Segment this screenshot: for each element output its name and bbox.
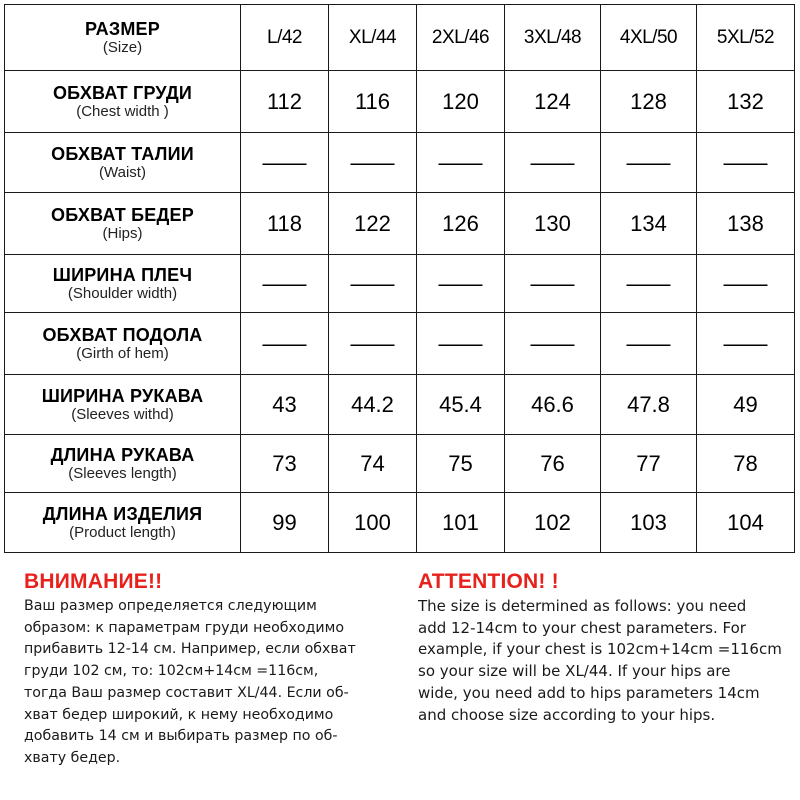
row-label-cell [5, 255, 241, 313]
row-label-ru: ОБХВАТ ГРУДИ [52, 82, 193, 103]
table-cell: —— [417, 133, 505, 193]
row-label-ru: ОБХВАТ БЕДЕР [51, 204, 194, 225]
table-cell: —— [697, 133, 795, 193]
table-row-hem [5, 313, 795, 375]
table-cell: 74 [329, 435, 417, 493]
table-row-hips [5, 193, 795, 255]
row-label-cell [5, 435, 241, 493]
table-cell: —— [329, 313, 417, 375]
table-cell: 99 [241, 493, 329, 553]
table-cell: —— [417, 313, 505, 375]
row-label-en: (Product length) [69, 523, 176, 541]
table-cell: 118 [241, 193, 329, 255]
row-label-ru: ОБХВАТ ТАЛИИ [51, 143, 194, 164]
row-label-en: (Waist) [99, 163, 146, 181]
table-header-row [5, 5, 795, 71]
notes-section [0, 568, 800, 800]
table-cell: 120 [417, 71, 505, 133]
size-header: 2XL/46 [417, 5, 505, 71]
table-cell: 75 [417, 435, 505, 493]
table-row-sleeve-width [5, 375, 795, 435]
table-cell: 104 [697, 493, 795, 553]
table-cell: —— [241, 313, 329, 375]
row-label-en: (Chest width ) [76, 102, 169, 120]
table-cell: —— [601, 255, 697, 313]
table-cell: —— [505, 133, 601, 193]
row-label-ru: ШИРИНА ПЛЕЧ [52, 264, 193, 285]
row-label-ru: ОБХВАТ ПОДОЛА [42, 324, 203, 345]
table-row-chest [5, 71, 795, 133]
table-cell: 47.8 [601, 375, 697, 435]
row-label-cell [5, 493, 241, 553]
row-label-en: (Sleeves length) [68, 464, 177, 482]
table-cell: 77 [601, 435, 697, 493]
table-cell: 138 [697, 193, 795, 255]
note-body-ru: Ваш размер определяется следующим образом: к параметрам груди необходимо прибавить 12-14 см. Например, если обхват груди 102 см, то: 102см+14см =116см, тогда Ваш размер составит XL/44. Если об- хват бедер широкий, к нему необходимо добавить 14 см и выбирать размер по об- хвату бедер. [24, 598, 356, 766]
table-cell: 46.6 [505, 375, 601, 435]
row-label-en: (Hips) [102, 224, 143, 242]
row-label-en: (Girth of hem) [76, 344, 169, 362]
note-title-ru: ВНИМАНИЕ!! [24, 570, 163, 593]
table-cell: 126 [417, 193, 505, 255]
table-cell: 49 [697, 375, 795, 435]
header-label-en: (Size) [102, 38, 143, 56]
table-row-product-length [5, 493, 795, 553]
table-cell: —— [241, 133, 329, 193]
table-cell: 43 [241, 375, 329, 435]
size-header: 4XL/50 [601, 5, 697, 71]
note-russian [24, 568, 414, 770]
note-body-en: The size is determined as follows: you need add 12-14cm to your chest parameters. For example, if your chest is 102cm+14cm =116cm so your size will be XL/44. If your hips are wide, you need add to hips parameters 14cm and choose size according to your hips. [418, 597, 782, 724]
row-label-cell [5, 71, 241, 133]
header-label-cell [5, 5, 241, 71]
size-header: XL/44 [329, 5, 417, 71]
table-cell: —— [329, 133, 417, 193]
table-row-waist [5, 133, 795, 193]
note-title-en: ATTENTION! ! [418, 570, 559, 593]
table-cell: —— [505, 313, 601, 375]
size-chart-table [4, 4, 795, 553]
row-label-ru: ДЛИНА РУКАВА [50, 444, 195, 465]
table-cell: 124 [505, 71, 601, 133]
row-label-en: (Sleeves withd) [71, 405, 174, 423]
table-cell: 44.2 [329, 375, 417, 435]
row-label-cell [5, 375, 241, 435]
table-cell: 132 [697, 71, 795, 133]
table-cell: —— [697, 313, 795, 375]
row-label-cell [5, 193, 241, 255]
table-cell: 100 [329, 493, 417, 553]
table-cell: 78 [697, 435, 795, 493]
size-header: 3XL/48 [505, 5, 601, 71]
table-cell: 134 [601, 193, 697, 255]
table-cell: 76 [505, 435, 601, 493]
table-cell: —— [329, 255, 417, 313]
table-cell: 101 [417, 493, 505, 553]
row-label-ru: ШИРИНА РУКАВА [41, 385, 204, 406]
table-cell: —— [697, 255, 795, 313]
row-label-en: (Shoulder width) [67, 284, 178, 302]
table-cell: 103 [601, 493, 697, 553]
table-cell: 45.4 [417, 375, 505, 435]
table-cell: —— [505, 255, 601, 313]
table-cell: 102 [505, 493, 601, 553]
row-label-cell [5, 313, 241, 375]
row-label-cell [5, 133, 241, 193]
table-cell: 116 [329, 71, 417, 133]
table-cell: —— [601, 313, 697, 375]
note-english [418, 568, 798, 726]
table-cell: 130 [505, 193, 601, 255]
size-header: L/42 [241, 5, 329, 71]
table-cell: 112 [241, 71, 329, 133]
table-cell: 122 [329, 193, 417, 255]
table-cell: 128 [601, 71, 697, 133]
row-label-ru: ДЛИНА ИЗДЕЛИЯ [42, 503, 203, 524]
size-header: 5XL/52 [697, 5, 795, 71]
table-cell: —— [417, 255, 505, 313]
table-cell: —— [241, 255, 329, 313]
table-row-sleeve-length [5, 435, 795, 493]
table-cell: —— [601, 133, 697, 193]
table-row-shoulder [5, 255, 795, 313]
table-cell: 73 [241, 435, 329, 493]
header-label-ru: РАЗМЕР [85, 18, 160, 39]
